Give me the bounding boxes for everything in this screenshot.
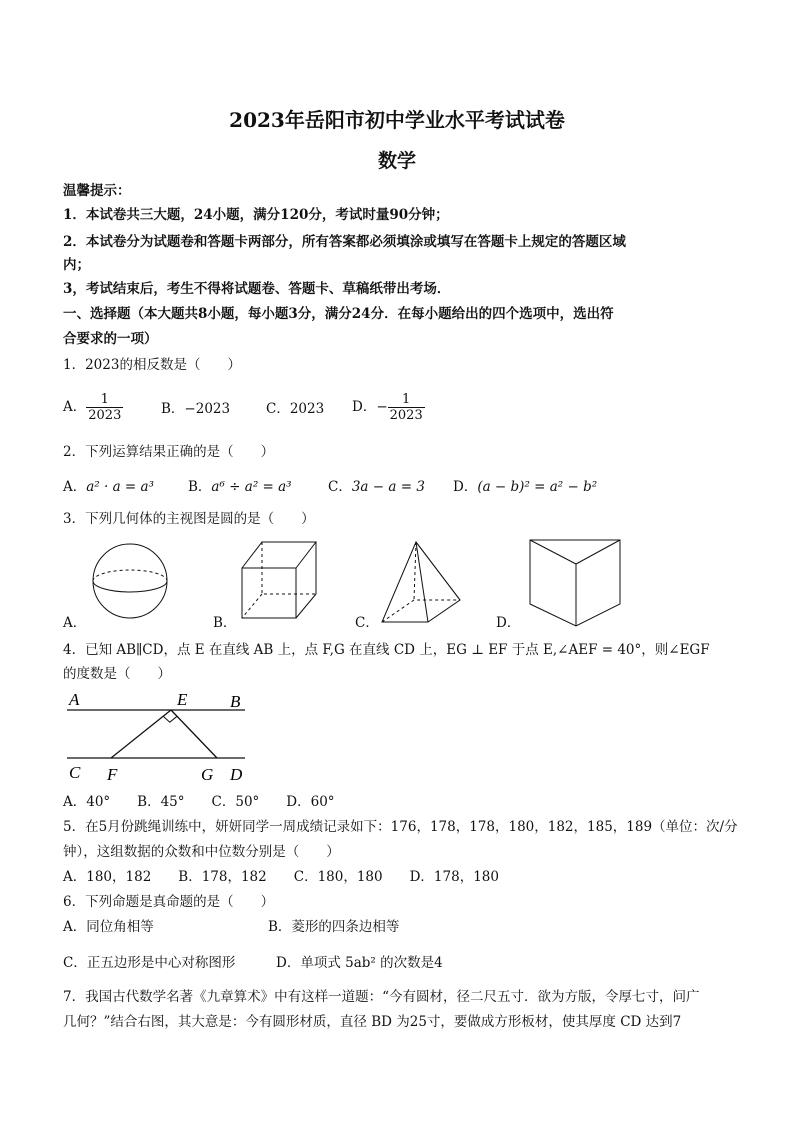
q3-option-a: A． — [63, 615, 87, 631]
triangular-prism-figure — [528, 538, 623, 628]
notice-item-1: 1．本试卷共三大题，24小题，满分120分，考试时量90分钟； — [63, 207, 449, 223]
point-label-f: F — [107, 765, 118, 784]
q2-option-b: B．a⁶ ÷ a² = a³ — [188, 479, 292, 495]
page-title: 2023年岳阳市初中学业水平考试试卷 — [229, 108, 565, 132]
q6-option-b: B．菱形的四条边相等 — [268, 919, 400, 935]
q6-option-d: D．单项式 5ab² 的次数是4 — [276, 955, 443, 971]
point-label-e: E — [177, 690, 188, 709]
q1-option-d: D．− $\frac{1}{2023}$ — [352, 392, 423, 423]
q3-option-d: D． — [496, 615, 521, 631]
q1-option-a: A． $\frac{1}{2023}$ — [63, 392, 122, 423]
notice-item-2-cont: 内； — [63, 257, 90, 273]
q6-option-c: C．正五边形是中心对称图形 — [63, 955, 236, 971]
q4-options: A．40° B．45° C．50° D．60° — [63, 794, 335, 810]
pyramid-figure — [380, 540, 470, 625]
cube-figure — [240, 540, 320, 620]
q5-options: A．180，182 B．178，182 C．180，180 D．178，180 — [63, 869, 499, 885]
q1-option-c: C．2023 — [266, 401, 325, 417]
q5-stem-cont: 钟），这组数据的众数和中位数分别是（ ） — [63, 844, 340, 860]
section1-heading-cont: 合要求的一项） — [63, 331, 158, 347]
q5-stem: 5．在5月份跳绳训练中，妍妍同学一周成绩记录如下：176，178，178，180，182，185，189（单位：次/分 — [63, 819, 738, 835]
q4-stem: 4．已知 AB∥CD，点 E 在直线 AB 上，点 F,G 在直线 CD 上，EG ⊥ EF 于点 E,∠AEF = 40°，则∠EGF — [63, 642, 710, 658]
point-label-c: C — [69, 763, 81, 782]
q3-option-b: B． — [213, 615, 237, 631]
fraction: $\frac{1}{2023}$ — [88, 392, 122, 423]
subject-title: 数学 — [377, 150, 416, 172]
point-label-b: B — [230, 692, 241, 711]
q7-line-2: 几何？”结合右图，其大意是：今有圆形材质，直径 BD 为25寸，要做成方形板材，使其厚度 CD 达到7 — [63, 1014, 682, 1030]
q4-stem-cont: 的度数是（ ） — [63, 666, 171, 682]
q2-stem: 2．下列运算结果正确的是（ ） — [63, 444, 275, 460]
q2-option-c: C．3a − a = 3 — [328, 479, 425, 495]
section1-heading: 一、选择题（本大题共8小题，每小题3分，满分24分．在每小题给出的四个选项中，选出符 — [63, 306, 614, 322]
notice-item-2: 2．本试卷分为试题卷和答题卡两部分，所有答案都必须填涂或填写在答题卡上规定的答题区域 — [63, 234, 626, 250]
notice-item-3: 3，考试结束后，考生不得将试题卷、答题卡、草稿纸带出考场． — [63, 281, 451, 297]
fraction: $\frac{1}{2023}$ — [389, 392, 423, 423]
q6-stem: 6．下列命题是真命题的是（ ） — [63, 894, 275, 910]
q2-option-a: A．a² · a = a³ — [63, 479, 154, 495]
q1-option-b: B．−2023 — [161, 401, 231, 417]
q2-option-d: D．(a − b)² = a² − b² — [453, 479, 598, 495]
point-label-d: D — [230, 765, 243, 784]
q4-figure — [63, 688, 263, 788]
q3-option-c: C． — [355, 615, 379, 631]
sphere-figure — [88, 545, 178, 625]
point-label-a: A — [69, 690, 80, 709]
q6-option-a: A．同位角相等 — [63, 919, 154, 935]
q3-stem: 3．下列几何体的主视图是圆的是（ ） — [63, 511, 315, 527]
notice-heading: 温馨提示： — [63, 183, 131, 199]
point-label-g: G — [201, 765, 214, 784]
q7-line-1: 7．我国古代数学名著《九章算术》中有这样一道题：“今有圆材，径二尺五寸．欲为方版，令厚七寸，问广 — [63, 989, 700, 1005]
q1-stem: 1．2023的相反数是（ ） — [63, 357, 241, 373]
